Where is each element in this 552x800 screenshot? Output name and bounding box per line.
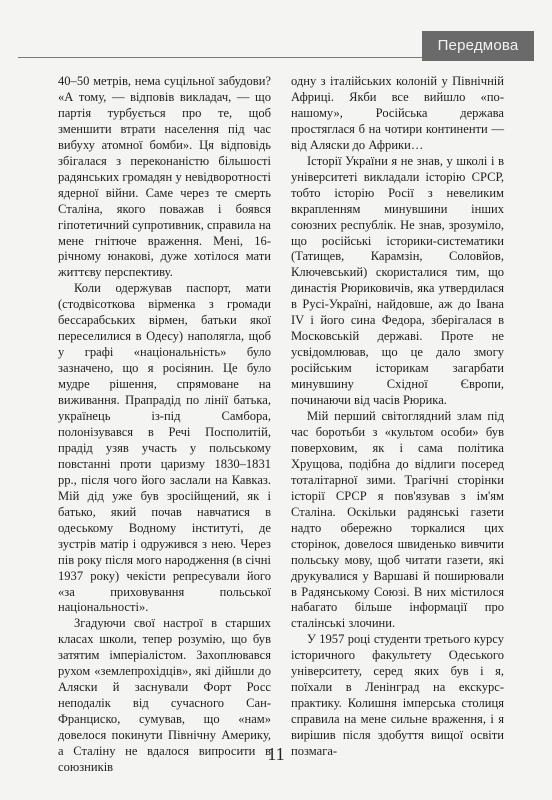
paragraph: одну з італійських колоній у Північній Африці. Якби все вийшло «по-нашому», Російська держава простяглася б на чотири континенти — від Аляски до Африки… [291, 74, 504, 152]
paragraph: 40–50 метрів, нема суцільної забудови? «А тому, — відповів викладач, — що партія турбується про те, щоб зменшити втрати населення під час вибуху атомної бомби». Ця відповідь збігалася з переконаністю більшості радянських громадян у невідворотності ядерної війни. Саме через те смерть Сталіна, якого поважав і боявся гіпотетичний супротивник, справила на мене гнітюче враження. Мені, 16-річному юнакові, дуже хотілося мати життєву перспективу. [58, 74, 272, 280]
left-column [58, 74, 272, 774]
page-number: 11 [267, 744, 285, 764]
paragraph: Мій перший світоглядний злам під час боротьби з «культом особи» був поверховим, як і сама політика Хрущова, подібна до відлиги посеред тоталітарної зими. Трагічні сторінки історії СРСР я пов'язував з ім'ям Сталіна. Оскільки радянські газети надто обережно торкалися цих сторінок, довелося швиденько вивчити польську мову, щоб читати газети, які друкувалися у Варшаві й поширювали в Радянському Союзі. В них містилося набагато більше інформації про сталінські злочини. [291, 409, 504, 631]
header-rule [18, 57, 422, 58]
paragraph: Згадуючи свої настрої в старших класах школи, тепер розумію, що був затятим імперіалістом. Захоплювався рухом «землепрохідців», які дійшли до Аляски й заснували Форт Росс неподалік від сучасного Сан-Франциско, сумував, що «нам» довелося покинути Північну Америку, а Сталіну не вдалося випросити в союзників [58, 616, 271, 774]
paragraph: Коли одержував паспорт, мати (стодвісоткова вірменка з громади бессарабських вірмен, батьки якої переселилися в Одесу) наполягла, щоб у графі «національність» було зазначено, що я росіянин. Це було мудре рішення, спрямоване на виживання. Прапрадід по лінії батька, українець із-під Самбора, полонізувався в Речі Посполитій, прадід узяв участь у польському повстанні проти царизму 1830–1831 рр., після чого його заслали на Кавказ. Мій дід уже був зросійщений, як і батько, який почав навчатися в одеському Водному інституті, де зустрів матір і одружився з нею. Через пів року після мого народження (в січні 1937 року) чекісти репресували його «за приховування польської національності». [58, 281, 271, 615]
paragraph: У 1957 році студенти третього курсу історичного факультету Одеського університету, серед яких був і я, поїхали в Ленінград на екскурс-практику. Колишня імперська столиця справила на мене сильне враження, і я вирішив після здобуття вищої освіти позмага- [291, 632, 504, 759]
section-title: Передмова [422, 31, 534, 61]
right-column [291, 74, 504, 759]
paragraph: Історії України я не знав, у школі і в університеті викладали історію СРСР, тобто історію Росії з невеликим вкрапленням минувшини інших союзних республік. Не знав, зрозуміло, що російські історики-систематики (Татищев, Карамзін, Соловйов, Ключевський) скористалися тим, що династія Рюриковичів, яка утвердилася в Русі-Україні, найдовше, аж до Івана IV і його сина Федора, зберігалася в Московській державі. Проте не усвідомлював, що це дало змогу російським історикам загарбати минувшину Східної Європи, починаючи від часів Рюрика. [291, 153, 504, 408]
